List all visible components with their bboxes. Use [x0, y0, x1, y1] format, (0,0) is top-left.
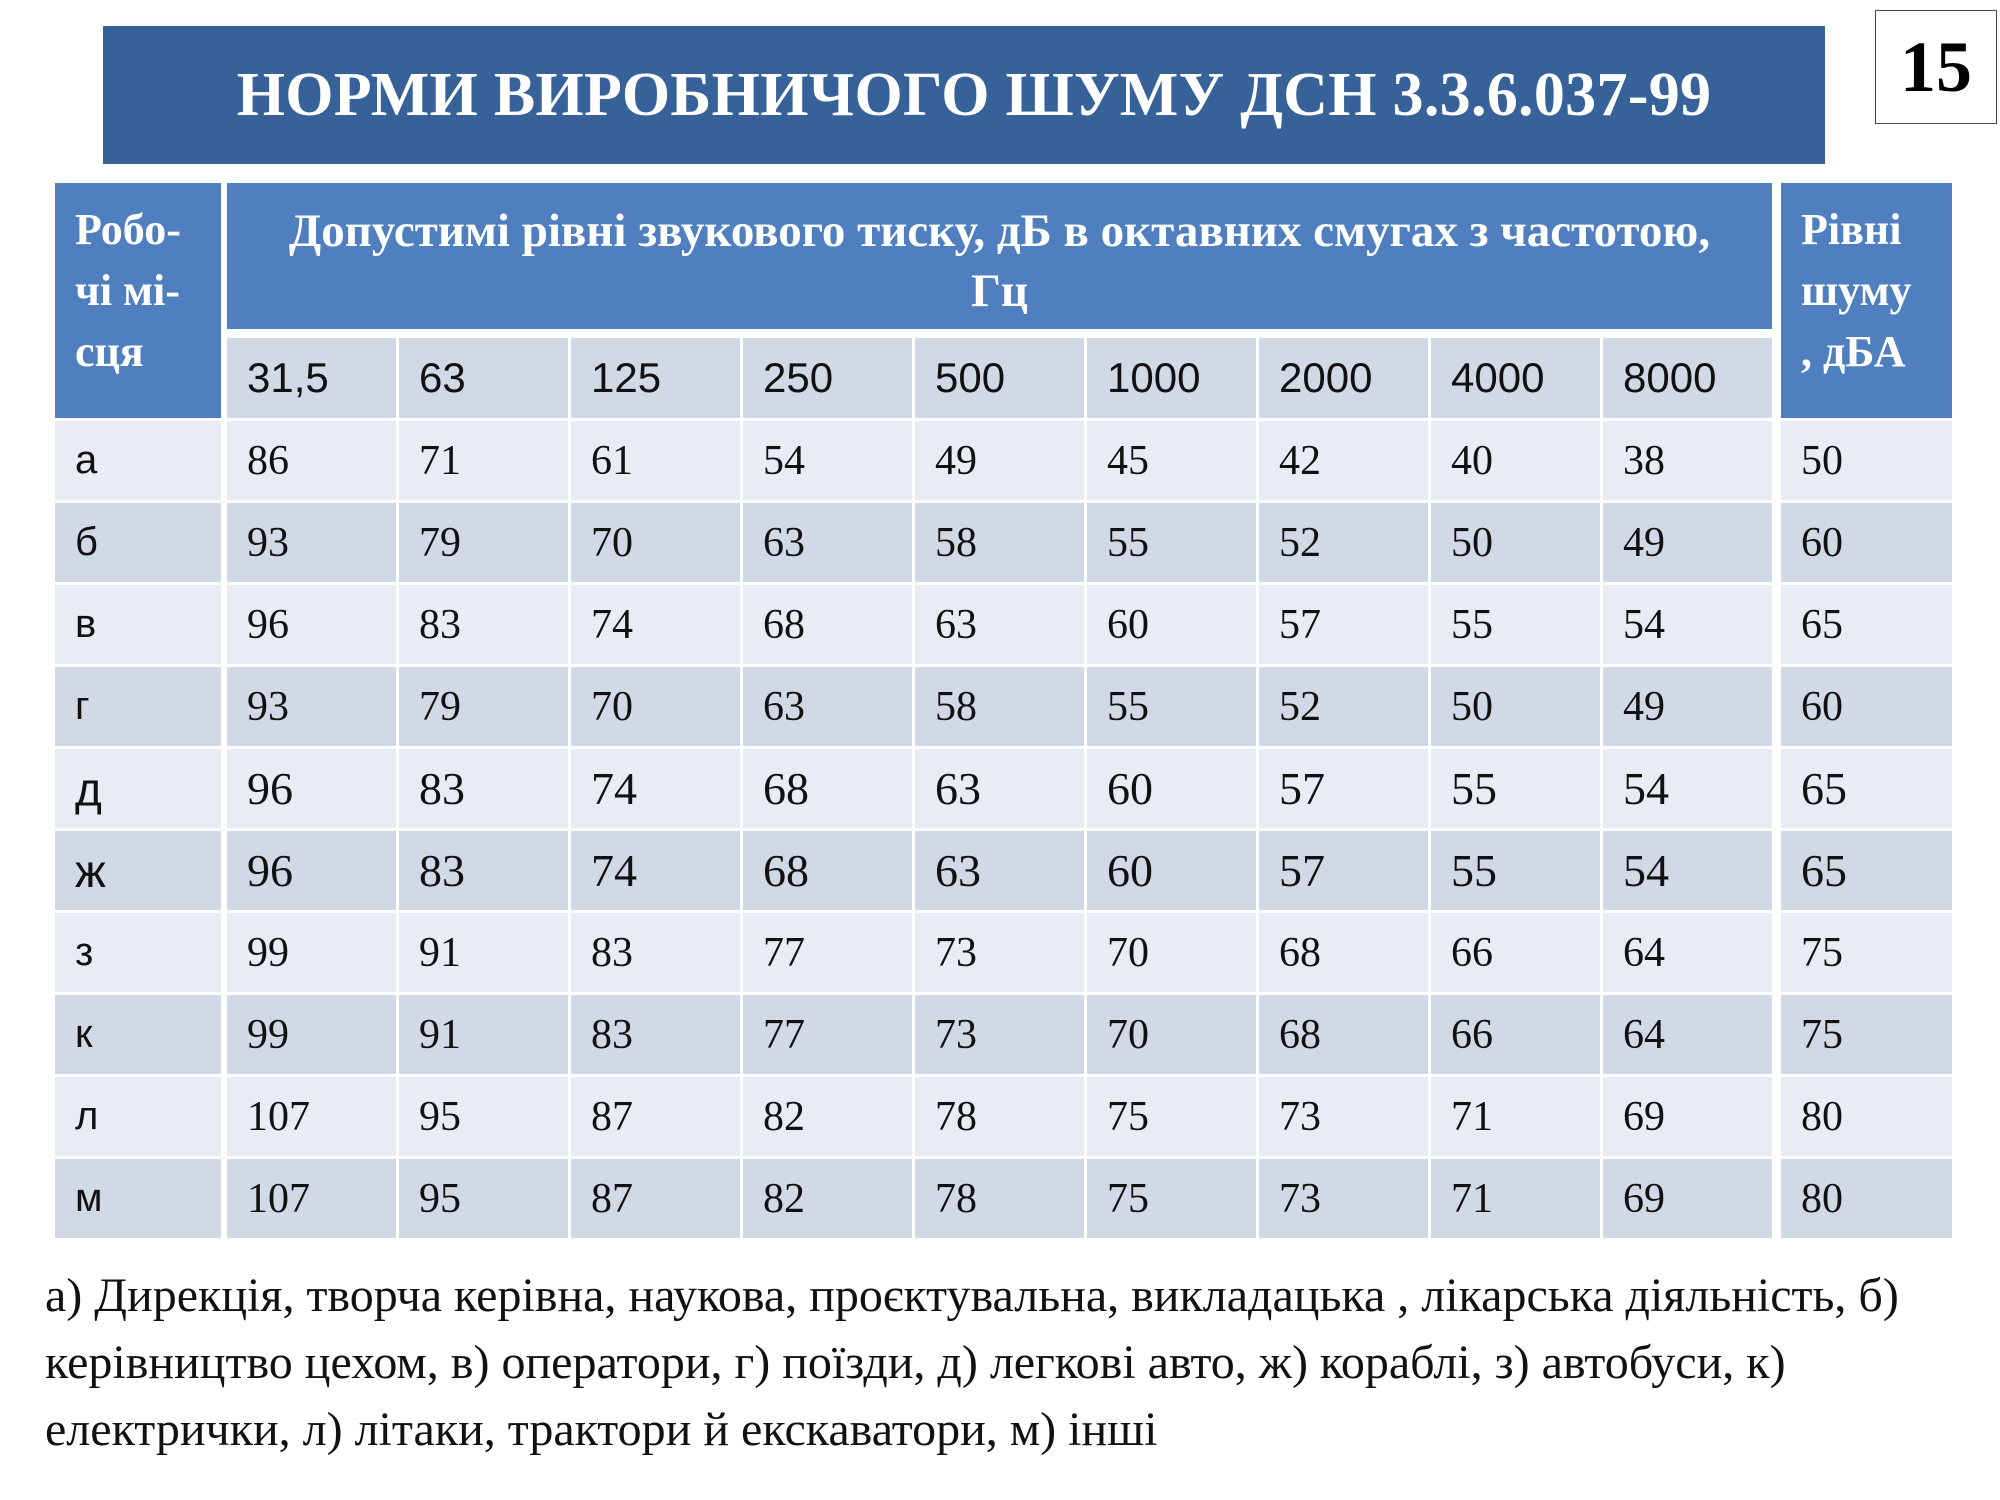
sound-pressure-cell: 70 — [1087, 913, 1259, 995]
sound-pressure-cell: 63 — [915, 749, 1087, 831]
frequency-header-cell: 63 — [399, 338, 571, 421]
sound-pressure-cell: 83 — [399, 749, 571, 831]
sound-pressure-cell: 63 — [743, 503, 915, 585]
work-place-cell: б — [55, 503, 227, 585]
frequency-header-cell: 1000 — [1087, 338, 1259, 421]
frequency-header-row — [55, 338, 1952, 421]
frequency-header-cell: 125 — [571, 338, 743, 421]
frequency-header-cell: 500 — [915, 338, 1087, 421]
sound-pressure-cell: 83 — [571, 913, 743, 995]
sound-pressure-cell: 55 — [1431, 585, 1603, 667]
sound-pressure-cell: 55 — [1087, 667, 1259, 749]
sound-pressure-cell: 83 — [399, 585, 571, 667]
sound-pressure-cell: 83 — [399, 831, 571, 913]
frequency-header-cell: 8000 — [1603, 338, 1775, 421]
sound-pressure-cell: 96 — [227, 831, 399, 913]
sound-pressure-cell: 75 — [1087, 1159, 1259, 1241]
sound-pressure-cell: 99 — [227, 995, 399, 1077]
sound-pressure-cell: 50 — [1431, 503, 1603, 585]
sound-pressure-cell: 68 — [743, 585, 915, 667]
sound-pressure-cell: 54 — [1603, 831, 1775, 913]
sound-pressure-cell: 52 — [1259, 667, 1431, 749]
noise-level-dba-cell: 65 — [1775, 749, 1952, 831]
sound-pressure-cell: 99 — [227, 913, 399, 995]
sound-pressure-cell: 50 — [1431, 667, 1603, 749]
sound-pressure-cell: 71 — [1431, 1077, 1603, 1159]
table-row — [55, 421, 1952, 503]
sound-pressure-cell: 49 — [1603, 503, 1775, 585]
sound-pressure-cell: 69 — [1603, 1077, 1775, 1159]
work-place-cell: д — [55, 749, 227, 831]
sound-pressure-cell: 55 — [1431, 831, 1603, 913]
sound-pressure-cell: 96 — [227, 585, 399, 667]
sound-pressure-cell: 64 — [1603, 995, 1775, 1077]
sound-pressure-cell: 57 — [1259, 749, 1431, 831]
sound-pressure-cell: 93 — [227, 503, 399, 585]
sound-pressure-cell: 61 — [571, 421, 743, 503]
sound-pressure-cell: 63 — [915, 831, 1087, 913]
sound-pressure-cell: 60 — [1087, 831, 1259, 913]
noise-level-dba-cell: 50 — [1775, 421, 1952, 503]
sound-pressure-cell: 95 — [399, 1159, 571, 1241]
sound-pressure-cell: 74 — [571, 749, 743, 831]
sound-pressure-cell: 107 — [227, 1077, 399, 1159]
sound-pressure-cell: 73 — [915, 913, 1087, 995]
sound-pressure-cell: 68 — [1259, 995, 1431, 1077]
sound-pressure-cell: 96 — [227, 749, 399, 831]
sound-pressure-cell: 95 — [399, 1077, 571, 1159]
sound-pressure-cell: 78 — [915, 1159, 1087, 1241]
sound-pressure-cell: 57 — [1259, 831, 1431, 913]
work-place-cell: в — [55, 585, 227, 667]
sound-pressure-cell: 68 — [743, 831, 915, 913]
work-place-cell: л — [55, 1077, 227, 1159]
table-body — [55, 421, 1952, 1241]
noise-level-dba-cell: 75 — [1775, 995, 1952, 1077]
sound-pressure-cell: 70 — [1087, 995, 1259, 1077]
sound-pressure-cell: 70 — [571, 503, 743, 585]
sound-pressure-cell: 93 — [227, 667, 399, 749]
table-row — [55, 585, 1952, 667]
work-place-cell: а — [55, 421, 227, 503]
frequency-header-cell: 31,5 — [227, 338, 399, 421]
sound-pressure-cell: 49 — [915, 421, 1087, 503]
noise-level-dba-cell: 65 — [1775, 585, 1952, 667]
sound-pressure-cell: 58 — [915, 667, 1087, 749]
work-place-cell: к — [55, 995, 227, 1077]
sound-pressure-cell: 68 — [1259, 913, 1431, 995]
sound-pressure-cell: 45 — [1087, 421, 1259, 503]
noise-norms-table — [55, 183, 1952, 1241]
noise-level-dba-cell: 65 — [1775, 831, 1952, 913]
sound-pressure-cell: 82 — [743, 1159, 915, 1241]
sound-pressure-cell: 91 — [399, 995, 571, 1077]
noise-level-dba-cell: 75 — [1775, 913, 1952, 995]
sound-pressure-cell: 57 — [1259, 585, 1431, 667]
table-row — [55, 831, 1952, 913]
sound-pressure-cell: 86 — [227, 421, 399, 503]
sound-pressure-cell: 79 — [399, 503, 571, 585]
sound-pressure-cell: 70 — [571, 667, 743, 749]
header-work-places: Робо- чі мі- сця — [55, 183, 227, 421]
sound-pressure-cell: 42 — [1259, 421, 1431, 503]
sound-pressure-cell: 71 — [1431, 1159, 1603, 1241]
sound-pressure-cell: 82 — [743, 1077, 915, 1159]
sound-pressure-cell: 49 — [1603, 667, 1775, 749]
sound-pressure-cell: 60 — [1087, 585, 1259, 667]
noise-level-dba-cell: 80 — [1775, 1077, 1952, 1159]
sound-pressure-cell: 79 — [399, 667, 571, 749]
sound-pressure-cell: 54 — [1603, 749, 1775, 831]
page-number: 15 — [1875, 10, 1997, 124]
sound-pressure-cell: 63 — [743, 667, 915, 749]
page-title: НОРМИ ВИРОБНИЧОГО ШУМУ ДСН 3.3.6.037-99 — [236, 60, 1712, 129]
sound-pressure-cell: 73 — [915, 995, 1087, 1077]
sound-pressure-cell: 74 — [571, 585, 743, 667]
sound-pressure-cell: 64 — [1603, 913, 1775, 995]
work-place-cell: з — [55, 913, 227, 995]
sound-pressure-cell: 38 — [1603, 421, 1775, 503]
work-place-cell: м — [55, 1159, 227, 1241]
sound-pressure-cell: 58 — [915, 503, 1087, 585]
table-row — [55, 1159, 1952, 1241]
sound-pressure-cell: 87 — [571, 1159, 743, 1241]
sound-pressure-cell: 77 — [743, 913, 915, 995]
sound-pressure-cell: 54 — [1603, 585, 1775, 667]
sound-pressure-cell: 68 — [743, 749, 915, 831]
sound-pressure-cell: 40 — [1431, 421, 1603, 503]
sound-pressure-cell: 69 — [1603, 1159, 1775, 1241]
sound-pressure-cell: 66 — [1431, 913, 1603, 995]
table-row — [55, 503, 1952, 585]
table-row — [55, 913, 1952, 995]
sound-pressure-cell: 55 — [1087, 503, 1259, 585]
title-banner — [103, 26, 1825, 164]
sound-pressure-cell: 52 — [1259, 503, 1431, 585]
sound-pressure-cell: 91 — [399, 913, 571, 995]
sound-pressure-cell: 87 — [571, 1077, 743, 1159]
sound-pressure-cell: 107 — [227, 1159, 399, 1241]
sound-pressure-cell: 83 — [571, 995, 743, 1077]
sound-pressure-cell: 78 — [915, 1077, 1087, 1159]
frequency-header-cell: 4000 — [1431, 338, 1603, 421]
table-row — [55, 749, 1952, 831]
noise-level-dba-cell: 60 — [1775, 503, 1952, 585]
table-header-row — [55, 183, 1952, 338]
sound-pressure-cell: 55 — [1431, 749, 1603, 831]
sound-pressure-cell: 60 — [1087, 749, 1259, 831]
sound-pressure-cell: 66 — [1431, 995, 1603, 1077]
work-place-cell: ж — [55, 831, 227, 913]
sound-pressure-cell: 54 — [743, 421, 915, 503]
noise-level-dba-cell: 80 — [1775, 1159, 1952, 1241]
frequency-header-cell: 2000 — [1259, 338, 1431, 421]
sound-pressure-cell: 63 — [915, 585, 1087, 667]
header-sound-pressure-levels: Допустимі рівні звукового тиску, дБ в октавних смугах з частотою, Гц — [227, 183, 1775, 338]
noise-level-dba-cell: 60 — [1775, 667, 1952, 749]
sound-pressure-cell: 71 — [399, 421, 571, 503]
sound-pressure-cell: 75 — [1087, 1077, 1259, 1159]
header-noise-level-dba: Рівні шуму , дБА — [1775, 183, 1952, 421]
footnote-legend: а) Дирекція, творча керівна, наукова, проєктувальна, викладацька , лікарська діяльність, б) керівництво цехом, в) оператори, г) поїзди, д) легкові авто, ж) кораблі, з) автобуси, к) електрички, л) літаки, трактори й екскаватори, м) інші — [45, 1269, 1899, 1456]
table-row — [55, 995, 1952, 1077]
table-row — [55, 1077, 1952, 1159]
sound-pressure-cell: 77 — [743, 995, 915, 1077]
table-row — [55, 667, 1952, 749]
sound-pressure-cell: 73 — [1259, 1077, 1431, 1159]
frequency-header-cell: 250 — [743, 338, 915, 421]
sound-pressure-cell: 73 — [1259, 1159, 1431, 1241]
work-place-cell: г — [55, 667, 227, 749]
sound-pressure-cell: 74 — [571, 831, 743, 913]
